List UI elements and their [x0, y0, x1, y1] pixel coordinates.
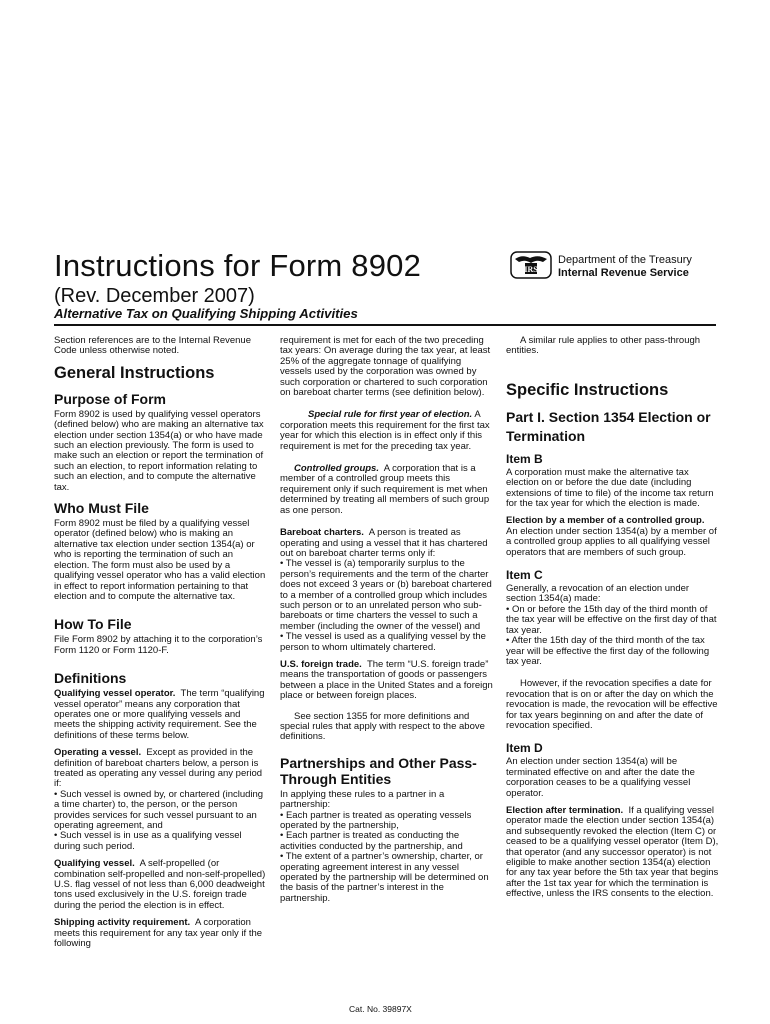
operating-a-vessel-def: Operating a vessel. Except as provided in the definition of bareboat charters below, a person is treated as operating any vessel during any period if: [54, 747, 263, 790]
operating-bullet-1: • Such vessel is owned by, or chartered (including a time charter) to, the person, or the person provides services for such vessel pursuant to an operating agreement, and [54, 788, 264, 831]
svg-text:IRS: IRS [524, 265, 538, 274]
item-d-text: An election under section 1354(a) will be terminated effective on and after the date the corporation ceases to be a qualifying vessel operator. [506, 756, 695, 799]
item-c-revocation-text: However, if the revocation specifies a date for revocation that is on or after the day on which the revocation is made, the revocation will be effective for tax years beginning on and after the date of revocation specified. [506, 678, 718, 731]
item-b-heading: Item B [506, 451, 543, 466]
item-d-heading: Item D [506, 741, 543, 756]
special-rule-text: Special rule for first year of election. A corporation meets this requirement for the first tax year for which this election is in effect only if this requirement is met for the preceding tax year. [280, 409, 490, 452]
purpose-heading: Purpose of Form [54, 390, 167, 407]
partnerships-text: In applying these rules to a partner in a partnership: [280, 788, 445, 811]
irs-eagle-logo-icon [510, 251, 552, 279]
requirement-text: requirement is met for each of the two preceding tax years: On average during the tax year, at least 25% of the aggregate tonnage of qualifying vessels used by the corporation was owned by such corporation or chartered to such corporation on bareboat charter terms (see definition below). [280, 335, 491, 399]
partnership-bullet-3: • The extent of a partner’s ownership, charter, or operating agreement interest in any vessel operated by the partnership will be determined on the basis of the partner’s interest in the partnership. [280, 851, 489, 904]
item-c-heading: Item C [506, 568, 543, 583]
item-b-text: A corporation must make the alternative tax election on or before the due date (including extensions of time to file) of the income tax return for the tax year for which the election is made. [506, 466, 714, 510]
partnership-bullet-1: • Each partner is treated as operating vessels operated by the partnership, [280, 809, 472, 832]
column-1 [54, 336, 268, 956]
shipping-activity-def: Shipping activity requirement. A corporation meets this requirement for any tax year only if the following [54, 917, 263, 950]
intro-text: Section references are to the Internal Revenue Code unless otherwise noted. [54, 335, 251, 357]
catalog-number: Cat. No. 39897X [349, 1004, 412, 1014]
column-2 [280, 336, 494, 911]
specific-instructions-heading: Specific Instructions [506, 380, 669, 399]
agency-department: Department of the Treasury [558, 254, 692, 266]
how-to-file-text: File Form 8902 by attaching it to the corporation’s Form 1120 or Form 1120-F. [54, 634, 263, 656]
form-subtitle: Alternative Tax on Qualifying Shipping Activities [54, 306, 358, 321]
operating-bullet-2: • Such vessel is in use as a qualifying vessel during such period. [54, 830, 242, 852]
qualifying-vessel-operator-def: Qualifying vessel operator. The term “qualifying vessel operator” means any corporation that operates one or more qualifying vessels and meets the shipping activity requirement. See the definitions of these terms below. [54, 688, 265, 741]
agency-block [558, 254, 692, 280]
bareboat-bullet-1: • The vessel is (a) temporarily surplus to the person’s requirements and the term of the charter does not exceed 3 years or (b) bareboat chartered to a member of a controlled group which includes such person or to an unrelated person who sub-bareboats or time charters the vessel to such a member (including the owner of the vessel) and [280, 558, 492, 632]
controlled-groups-text: Controlled groups. A corporation that is a member of a controlled group meets this requirement only if such requirement is met when determined by treating all members of such group as one person. [280, 463, 490, 516]
general-instructions-heading: General Instructions [54, 363, 215, 382]
election-by-member-text: Election by a member of a controlled group. An election under section 1354(a) by a member of a controlled group applies to all qualifying vessel operators that are members of such group. [506, 515, 717, 558]
item-c-bullet-2: • After the 15th day of the third month of the tax year will be effective the first day of the following tax year. [506, 635, 710, 667]
similar-rule-text: A similar rule applies to other pass-through entities. [506, 335, 701, 357]
column-3 [506, 336, 720, 907]
item-c-bullet-1: • On or before the 15th day of the third month of the tax year will be effective on the first day of that tax year. [506, 603, 717, 636]
who-must-file-heading: Who Must File [54, 500, 149, 517]
section-1355-note: See section 1355 for more definitions and special rules that apply with respect to the above definitions. [280, 710, 485, 743]
us-foreign-trade-def: U.S. foreign trade. The term “U.S. foreign trade” means the transportation of goods or passengers between a place in the United States and a foreign place or between foreign places. [280, 658, 493, 702]
revision-date: (Rev. December 2007) [54, 285, 255, 307]
agency-irs: Internal Revenue Service [558, 267, 689, 279]
bareboat-charters-text: Bareboat charters. A person is treated as operating and using a vessel that it has chartered out on bareboat charter terms only if: [280, 527, 488, 559]
bareboat-bullet-2: • The vessel is used as a qualifying vessel by the person to whom ultimately chartered. [280, 631, 486, 653]
purpose-text: Form 8902 is used by qualifying vessel operators (defined below) who are making an alternative tax election under section 1354(a) or who have made such an election previously. The form is used to make such an election or report the termination of such an election, to report information relating to such an election, and to compute the alternative tax. [54, 408, 264, 493]
partnership-bullet-2: • Each partner is treated as conducting the activities conducted by the partnership, and [280, 830, 463, 852]
who-must-file-text: Form 8902 must be filed by a qualifying vessel operator (defined below) who is making an alternative tax election under section 1354(a) or who is reporting the termination of such an election. The form must also be used by a qualifying vessel operator who has a valid election in effect to report information pertaining to that election and to compute the alternative tax. [54, 518, 266, 602]
qualifying-vessel-def: Qualifying vessel. A self-propelled (or combination self-propelled and non-self-propelled) U.S. flag vessel of not less than 6,000 deadweight tons used exclusively in the U.S. foreign trade during the period the election is in effect. [54, 858, 266, 911]
item-c-text: Generally, a revocation of an election under section 1354(a) made: [506, 583, 690, 605]
page-title: Instructions for Form 8902 [54, 248, 422, 283]
election-after-termination-text: Election after termination. If a qualifying vessel operator made the election under section 1354(a) and subsequently revoked the election (Item C) or ceased to be a qualifying vessel operator (Item D), that operator (and any successor operator) is not eligible to make another section 1354(a) election for any tax year before the 5th tax year that begins after the 1st tax year for which the termination is effective, unless the IRS consents to the election. [506, 804, 719, 900]
part1-heading: Part I. Section 1354 Election or Termination [506, 408, 711, 444]
how-to-file-heading: How To File [54, 616, 132, 633]
header-rule [54, 324, 716, 326]
partnerships-heading: Partnerships and Other Pass-Through Entities [280, 754, 477, 787]
definitions-heading: Definitions [54, 670, 127, 687]
